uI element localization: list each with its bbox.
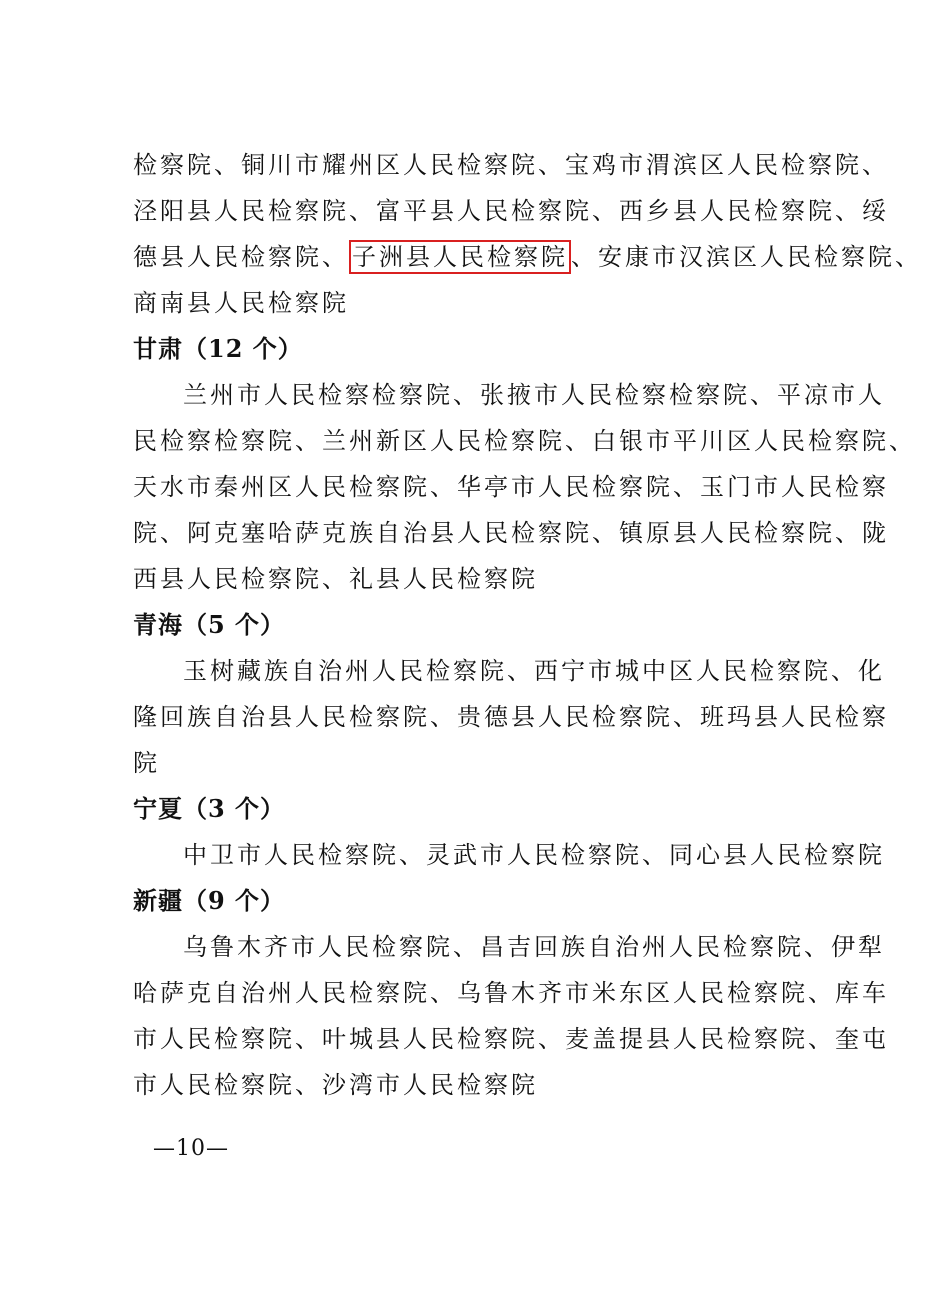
shaanxi-line-3 xyxy=(133,234,922,280)
gansu-line-4: 院、阿克塞哈萨克族自治县人民检察院、镇原县人民检察院、陇 xyxy=(133,519,889,547)
shaanxi-line-3-after: 、安康市汉滨区人民检察院、 xyxy=(571,243,922,271)
xinjiang-line-4: 市人民检察院、沙湾市人民检察院 xyxy=(133,1071,538,1099)
gansu-line-3: 天水市秦州区人民检察院、华亭市人民检察院、玉门市人民检察 xyxy=(133,473,889,501)
ningxia-heading: 宁夏（3 个） xyxy=(133,794,286,823)
ningxia-line-1: 中卫市人民检察院、灵武市人民检察院、同心县人民检察院 xyxy=(183,841,885,869)
gansu-heading: 甘肃（12 个） xyxy=(133,334,303,363)
shaanxi-line-2: 泾阳县人民检察院、富平县人民检察院、西乡县人民检察院、绥 xyxy=(133,197,889,225)
shaanxi-line-3-before: 德县人民检察院、 xyxy=(133,243,349,271)
gansu-line-1: 兰州市人民检察检察院、张掖市人民检察检察院、平凉市人 xyxy=(183,381,885,409)
gansu-line-5: 西县人民检察院、礼县人民检察院 xyxy=(133,565,538,593)
shaanxi-line-4: 商南县人民检察院 xyxy=(133,289,349,317)
xinjiang-line-1: 乌鲁木齐市人民检察院、昌吉回族自治州人民检察院、伊犁 xyxy=(183,933,885,961)
qinghai-heading: 青海（5 个） xyxy=(133,610,286,639)
qinghai-line-2: 隆回族自治县人民检察院、贵德县人民检察院、班玛县人民检察 xyxy=(133,703,889,731)
xinjiang-line-2: 哈萨克自治州人民检察院、乌鲁木齐市米东区人民检察院、库车 xyxy=(133,979,889,1007)
page-number: —10— xyxy=(153,1136,229,1161)
gansu-line-2: 民检察检察院、兰州新区人民检察院、白银市平川区人民检察院、 xyxy=(133,427,916,455)
xinjiang-heading: 新疆（9 个） xyxy=(133,886,286,915)
highlighted-procuratorate: 子洲县人民检察院 xyxy=(349,240,571,274)
qinghai-line-3: 院 xyxy=(133,749,160,777)
document-body xyxy=(133,142,922,1108)
qinghai-line-1: 玉树藏族自治州人民检察院、西宁市城中区人民检察院、化 xyxy=(183,657,885,685)
shaanxi-line-1: 检察院、铜川市耀州区人民检察院、宝鸡市渭滨区人民检察院、 xyxy=(133,151,889,179)
xinjiang-line-3: 市人民检察院、叶城县人民检察院、麦盖提县人民检察院、奎屯 xyxy=(133,1025,889,1053)
